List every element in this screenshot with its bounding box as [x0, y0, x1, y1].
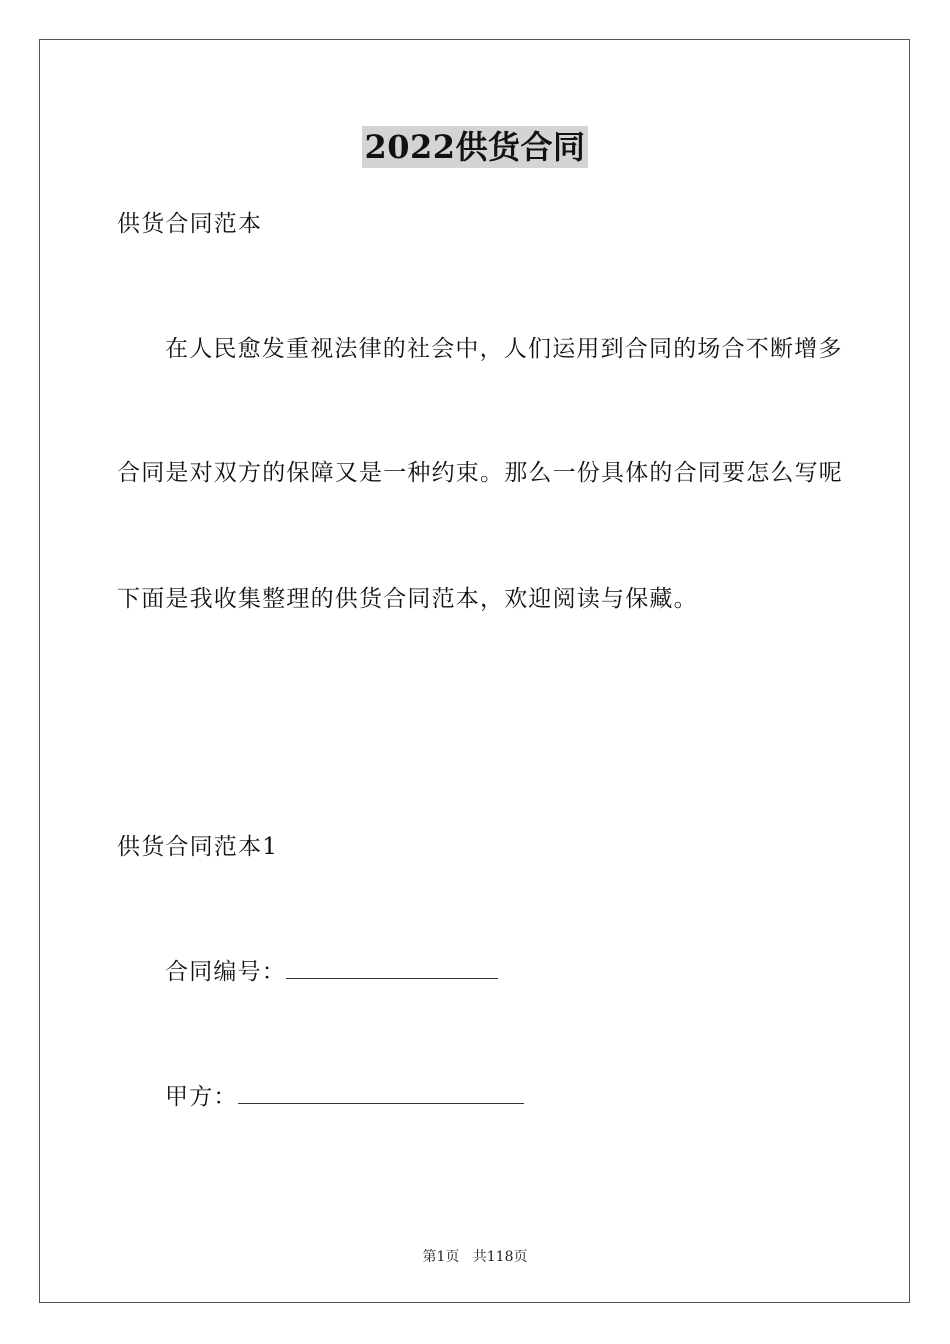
- party-a-label: 甲方：: [165, 1084, 238, 1110]
- intro-paragraph-line-2: 合同是对双方的保障又是一种约束。那么一份具体的合同要怎么写呢: [117, 460, 843, 486]
- intro-paragraph-line-1: 在人民愈发重视法律的社会中，人们运用到合同的场合不断增多: [165, 336, 843, 362]
- contract-number-blank[interactable]: [286, 958, 498, 979]
- party-a-blank[interactable]: [238, 1083, 524, 1104]
- intro-paragraph-line-3: 下面是我收集整理的供货合同范本，欢迎阅读与保藏。: [117, 586, 698, 612]
- contract-number-label: 合同编号：: [165, 959, 286, 985]
- document-subtitle: 供货合同范本: [117, 211, 263, 237]
- title-container: [0, 126, 950, 168]
- section-heading: 供货合同范本1: [117, 834, 279, 860]
- document-title: 2022供货合同: [364, 128, 586, 166]
- page-footer: [0, 1248, 950, 1266]
- contract-number-row: [165, 957, 498, 987]
- party-a-row: [165, 1082, 524, 1112]
- page-number: 第1页 共118页: [422, 1249, 528, 1265]
